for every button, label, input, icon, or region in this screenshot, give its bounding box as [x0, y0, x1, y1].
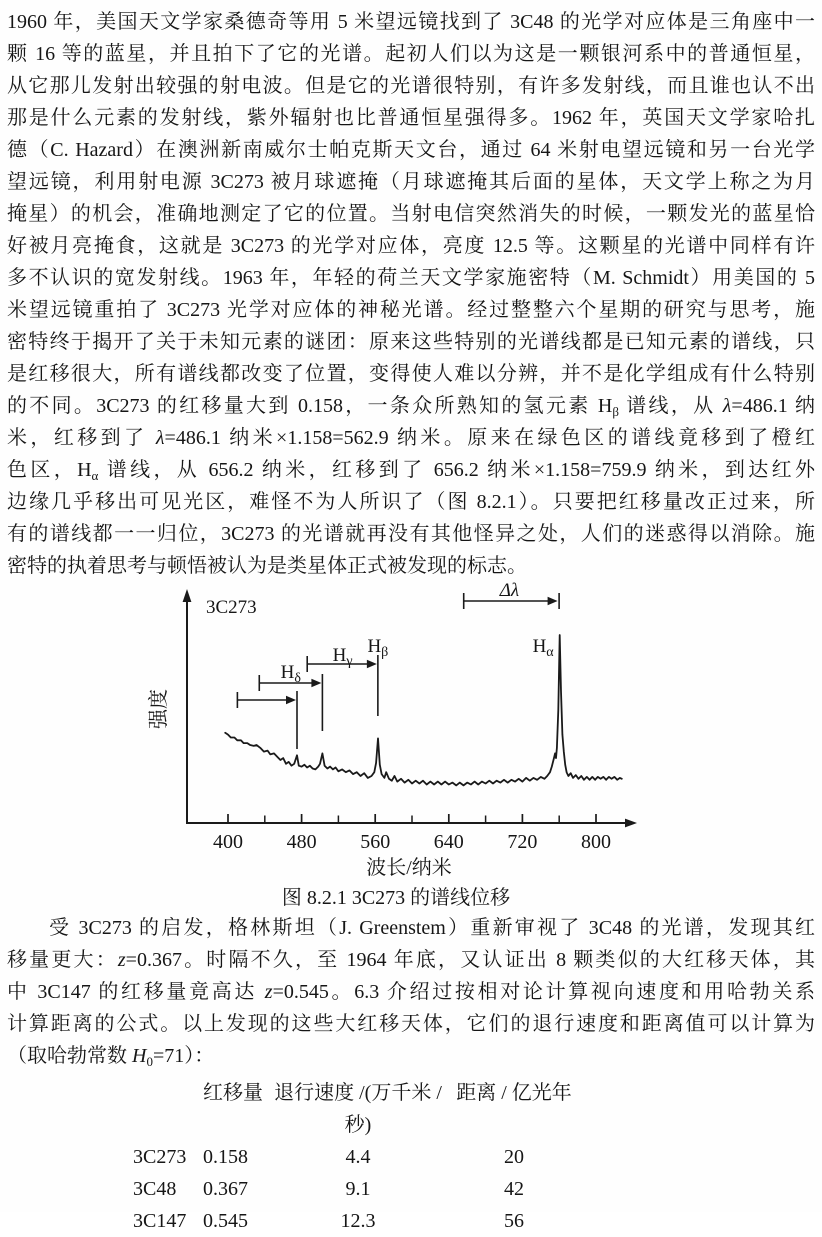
- text-line: 的不同。3C273 的红移量大到 0.158，一条众所熟知的氢元素 $H_\beta$ 谱线，从 λ=486.1 纳: [7, 395, 816, 419]
- emission-line-label: $H_\alpha$: [532, 636, 554, 660]
- text-line: 边缘几乎移出可见光区，难怪不为人所识了（图 8.2.1）。只要把红移量改正过来，所: [7, 491, 815, 513]
- shift-arrowhead: [311, 679, 321, 687]
- text-line: 中 3C147 的红移量竟高达 z=0.545。6.3 介绍过按相对论计算视向速度和用哈勃关系: [7, 981, 816, 1003]
- x-axis-arrowhead: [625, 819, 637, 828]
- redshift-table: [133, 1077, 579, 1237]
- paragraph-discovery-3c273: [7, 6, 815, 582]
- delta-bracket-arrowhead: [548, 597, 558, 605]
- table-cell: 0.545: [203, 1210, 248, 1232]
- x-tick-label: 400: [213, 831, 243, 853]
- x-axis-label: 波长/纳米: [366, 857, 452, 879]
- y-axis-arrowhead: [183, 589, 192, 602]
- table-header-cell: 距离 / 亿光年: [456, 1082, 572, 1104]
- x-tick-label: 720: [507, 831, 538, 853]
- text-line: 受 3C273 的启发，格林斯坦（J. Greenstem）重新审视了 3C48 的光谱，发现其红: [49, 917, 815, 939]
- paragraph-greenstein-redshifts: [7, 912, 815, 1072]
- text-line: 德（C. Hazard）在澳洲新南威尔士帕克斯天文台，通过 64 米射电望远镜和另一台光学: [7, 139, 815, 161]
- table-cell: 9.1: [345, 1178, 371, 1200]
- text-line: 密特的执着思考与顿悟被认为是类星体正式被发现的标志。: [7, 555, 527, 577]
- spectrum-curve: [225, 635, 622, 785]
- x-tick-label: 480: [286, 831, 317, 853]
- figure-caption: 图 8.2.1 3C273 的谱线位移: [281, 887, 511, 909]
- text-line: 颗 16 等的蓝星，并且拍下了它的光谱。起初人们以为这是一颗银河系中的普通恒星，: [7, 43, 815, 65]
- text-line: 1960 年，美国天文学家桑德奇等用 5 米望远镜找到了 3C48 的光学对应体是三角座中一: [7, 11, 815, 33]
- table-cell: 3C273: [133, 1146, 187, 1168]
- table-cell: 0.367: [203, 1178, 248, 1200]
- text-line: 是红移很大，所有谱线都改变了位置，变得使人难以分辨，并不是化学组成有什么特别: [7, 363, 815, 385]
- text-line: 掩星）的机会，准确地测定了它的位置。当射电信突然消失的时候，一颗发光的蓝星恰: [7, 203, 815, 225]
- table-header-cell: [133, 1077, 203, 1141]
- spectrum-chart: [0, 580, 822, 880]
- table-cell: 3C48: [133, 1178, 177, 1200]
- text-line: 好被月亮掩食，这就是 3C273 的光学对应体，亮度 12.5 等。这颗星的光谱中同样有许: [7, 235, 815, 257]
- x-tick-label: 800: [581, 831, 611, 853]
- text-line: 密特终于揭开了关于未知元素的谜团：原来这些特别的光谱线都是已知元素的谱线，只: [7, 331, 815, 353]
- text-line: （取哈勃常数 $H_0=71$）：: [7, 1045, 215, 1069]
- text-line: 米望远镜重拍了 3C273 光学对应体的神秘光谱。经过整整六个星期的研究与思考，施: [7, 299, 815, 321]
- text-line: 那是什么元素的发射线，紫外辐射也比普通恒星强得多。1962 年，英国天文学家哈扎: [7, 107, 815, 129]
- text-line: 望远镜，利用射电源 3C273 被月球遮掩（月球遮掩其后面的星体，天文学上称之为月: [7, 171, 815, 193]
- table-row: [133, 1173, 579, 1205]
- emission-line-label: $H_\gamma$: [332, 645, 353, 669]
- table-header-cell: 退行速度 /(万千米 / 秒): [274, 1082, 442, 1136]
- chart-title: 3C273: [206, 597, 257, 618]
- table-header-cell: 红移量: [203, 1082, 263, 1104]
- table-cell: 56: [504, 1210, 524, 1232]
- table-cell: 3C147: [133, 1210, 187, 1232]
- table-cell: 4.4: [345, 1146, 371, 1168]
- table-header-row: [133, 1077, 579, 1141]
- table-row: [133, 1141, 579, 1173]
- text-line: 计算距离的公式。以上发现的这些大红移天体，它们的退行速度和距离值可以计算为: [7, 1013, 815, 1035]
- emission-line-label: $H_\delta$: [280, 662, 302, 686]
- table-cell: 20: [504, 1146, 524, 1168]
- y-axis-label: 强度: [148, 689, 170, 729]
- table-cell: 0.158: [203, 1146, 248, 1168]
- emission-line-label: $H_\beta$: [367, 636, 389, 660]
- table-row: [133, 1205, 579, 1237]
- text-line: 移量更大：z=0.367。时隔不久，至 1964 年底，又认证出 8 颗类似的大红移天体，其: [7, 949, 816, 971]
- shift-arrowhead: [286, 696, 296, 704]
- text-line: 米，红移到了 λ=486.1 纳米×1.158=562.9 纳米。原来在绿色区的谱线竟移到了橙红: [7, 427, 815, 449]
- text-line: 多不认识的宽发射线。1963 年，年轻的荷兰天文学家施密特（M. Schmidt）用美国的 5: [7, 267, 815, 289]
- text-line: 有的谱线都一一归位，3C273 的光谱就再没有其他怪异之处，人们的迷惑得以消除。施: [7, 523, 815, 545]
- text-line: 从它那儿发射出较强的射电波。但是它的光谱很特别，有许多发射线，而且谁也认不出: [7, 75, 815, 97]
- delta-lambda-label: Δλ: [499, 580, 520, 601]
- table-cell: 42: [504, 1178, 524, 1200]
- x-tick-label: 560: [360, 831, 391, 853]
- table-cell: 12.3: [340, 1210, 376, 1232]
- x-tick-label: 640: [433, 831, 464, 853]
- text-line: 色区，$H_\alpha$ 谱线，从 656.2 纳米，红移到了 656.2 纳米×1.158=759.9 纳米，到达红外: [7, 459, 815, 483]
- shift-arrowhead: [367, 660, 377, 668]
